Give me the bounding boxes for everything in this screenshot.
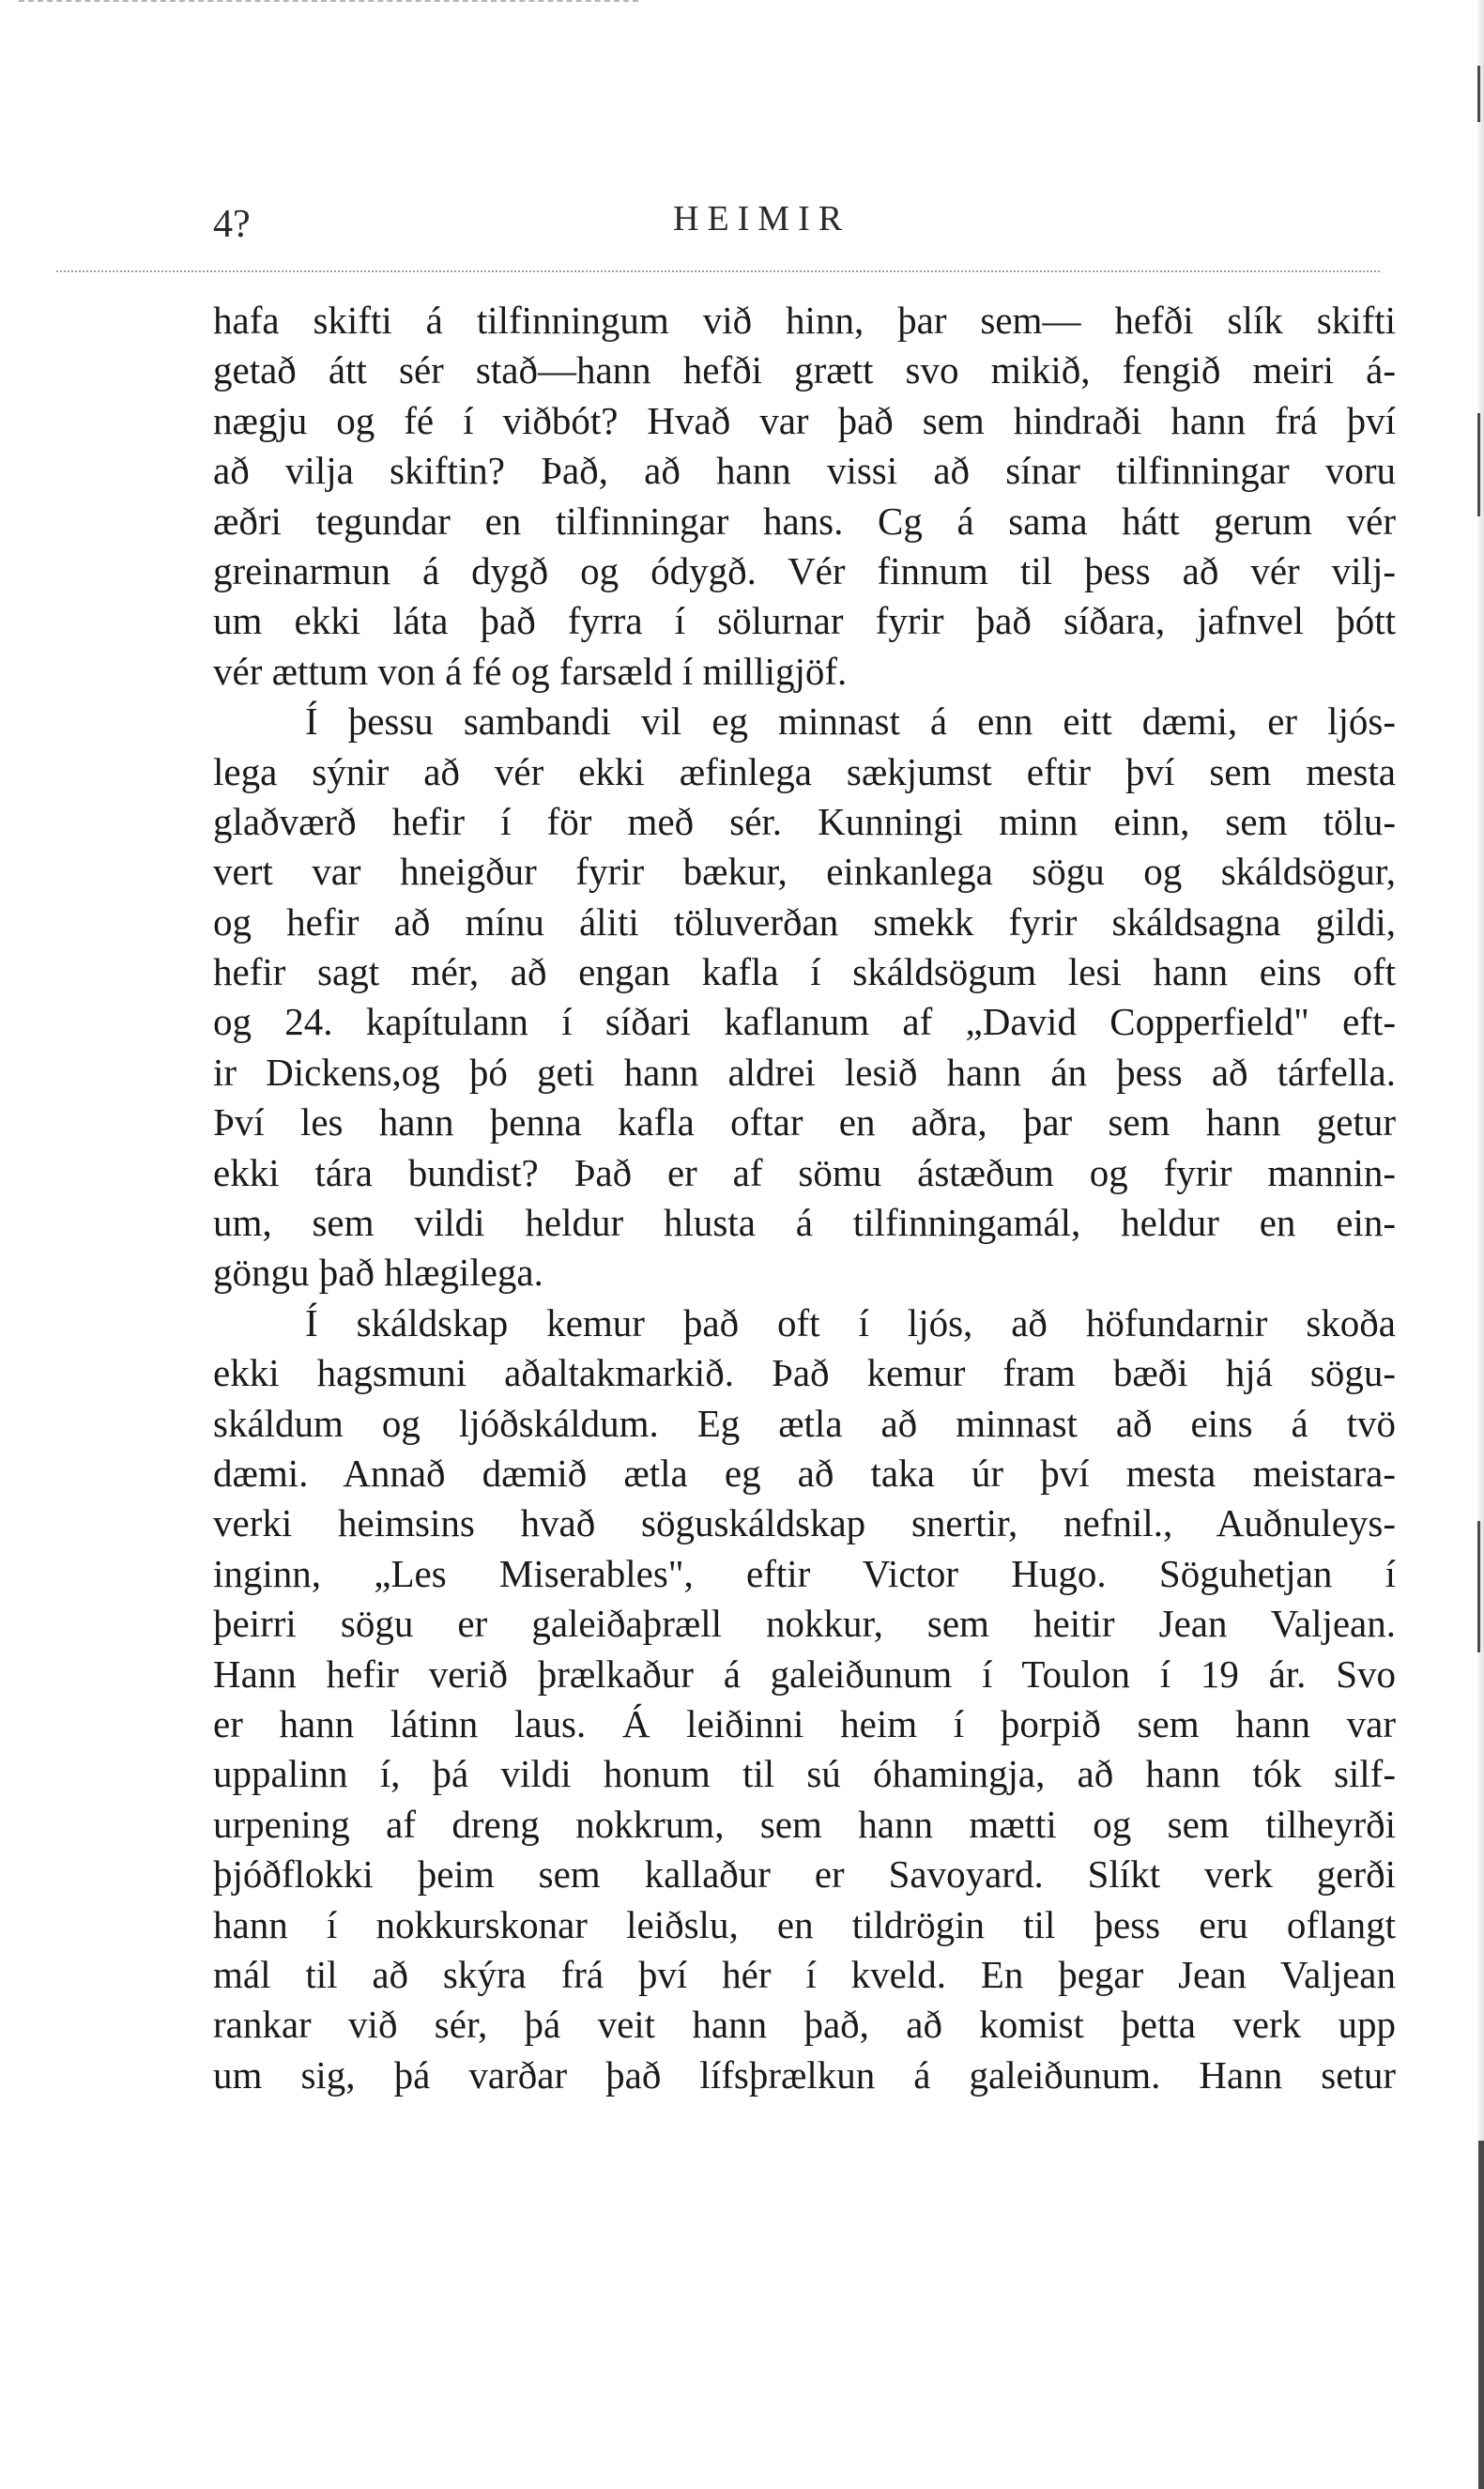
text-line: ekki tára bundist? Það er af sömu ástæðum og fyrir mannin-	[213, 1150, 1396, 1194]
edge-mark	[1477, 66, 1480, 122]
text-line: Því les hann þenna kafla oftar en aðra, þar sem hann getur	[213, 1100, 1396, 1145]
text-line: vér ættum von á fé og farsæld í milligjöf.	[213, 649, 848, 693]
text-line: dæmi. Annað dæmið ætla eg að taka úr því mesta meistara-	[213, 1451, 1396, 1495]
text-line: rankar við sér, þá veit hann það, að komist þetta verk upp	[213, 2003, 1396, 2047]
paragraph-start: Í þessu sambandi vil eg minnast á enn eitt dæmi, er ljós-	[305, 699, 1396, 744]
paragraph-start: Í skáldskap kemur það oft í ljós, að höfundarnir skoða	[305, 1300, 1396, 1344]
text-line: þjóðflokki þeim sem kallaður er Savoyard. Slíkt verk gerði	[213, 1852, 1396, 1897]
text-line: æðri tegundar en tilfinningar hans. Cg á sama hátt gerum vér	[213, 499, 1396, 543]
text-line: hann í nokkurskonar leiðslu, en tildrögin til þess eru oflangt	[213, 1902, 1396, 1946]
text-line: inginn, „Les Miserables", eftir Victor Hugo. Söguhetjan í	[213, 1551, 1396, 1595]
text-line: Hann hefir verið þrælkaður á galeiðunum í Toulon í 19 ár. Svo	[213, 1652, 1396, 1696]
edge-mark	[1477, 413, 1480, 516]
text-line: um ekki láta það fyrra í sölurnar fyrir það síðara, jafnvel þótt	[213, 599, 1396, 643]
text-line: göngu það hlægilega.	[213, 1251, 543, 1295]
text-line: er hann látinn laus. Á leiðinni heim í þorpið sem hann var	[213, 1701, 1396, 1745]
text-line: nægju og fé í viðbót? Hvað var það sem hindraði hann frá því	[213, 398, 1396, 442]
header-rule	[56, 270, 1380, 272]
text-line: hefir sagt mér, að engan kafla í skáldsögum lesi hann eins oft	[213, 950, 1396, 994]
text-line: lega sýnir að vér ekki æfinlega sækjumst eftir því sem mesta	[213, 749, 1396, 793]
text-line: skáldum og ljóðskáldum. Eg ætla að minnast að eins á tvö	[213, 1401, 1396, 1445]
text-line: glaðværð hefir í för með sér. Kunningi minn einn, sem tölu-	[213, 799, 1396, 843]
text-line: getað átt sér stað—hann hefði grætt svo mikið, fengið meiri á-	[213, 348, 1396, 392]
text-line: um, sem vildi heldur hlusta á tilfinningamál, heldur en ein-	[213, 1201, 1396, 1245]
text-line: ekki hagsmuni aðaltakmarkið. Það kemur fram bæði hjá sögu-	[213, 1351, 1396, 1395]
text-line: og hefir að mínu áliti töluverðan smekk fyrir skáldsagna gildi,	[213, 899, 1396, 944]
text-line: ir Dickens,og þó geti hann aldrei lesið hann án þess að tárfella.	[213, 1050, 1396, 1094]
text-line: þeirri sögu er galeiðaþræll nokkur, sem heitir Jean Valjean.	[213, 1602, 1396, 1646]
text-line: hafa skifti á tilfinningum við hinn, þar sem— hefði slík skifti	[213, 299, 1396, 342]
page-right-edge	[1476, 0, 1484, 2489]
text-line: um sig, þá varðar það lífsþrælkun á galeiðunum. Hann setur	[213, 2052, 1396, 2097]
page-header	[213, 192, 1386, 249]
text-line: vert var hneigður fyrir bækur, einkanlega sögu og skáldsögur,	[213, 850, 1396, 894]
text-line: verki heimsins hvað söguskáldskap snertir, nefnil., Auðnuleys-	[213, 1501, 1396, 1545]
text-line: uppalinn í, þá vildi honum til sú óhamingja, að hann tók silf-	[213, 1752, 1396, 1796]
text-line: greinarmun á dygð og ódygð. Vér finnum til þess að vér vilj-	[213, 548, 1396, 592]
page-number: 4?	[213, 203, 251, 246]
text-line: og 24. kapítulann í síðari kaflanum af „David Copperfield" eft-	[213, 1000, 1396, 1044]
edge-mark	[1477, 1521, 1480, 1652]
body-text	[213, 296, 1396, 2100]
text-line: urpening af dreng nokkrum, sem hann mætti og sem tilheyrði	[213, 1802, 1396, 1846]
text-line: að vilja skiftin? Það, að hann vissi að sínar tilfinningar voru	[213, 449, 1396, 493]
edge-mark	[1478, 2141, 1484, 2489]
text-line: mál til að skýra frá því hér í kveld. En þegar Jean Valjean	[213, 1952, 1396, 1996]
running-title: HEIMIR	[673, 199, 851, 238]
page-top-edge	[19, 0, 638, 2]
